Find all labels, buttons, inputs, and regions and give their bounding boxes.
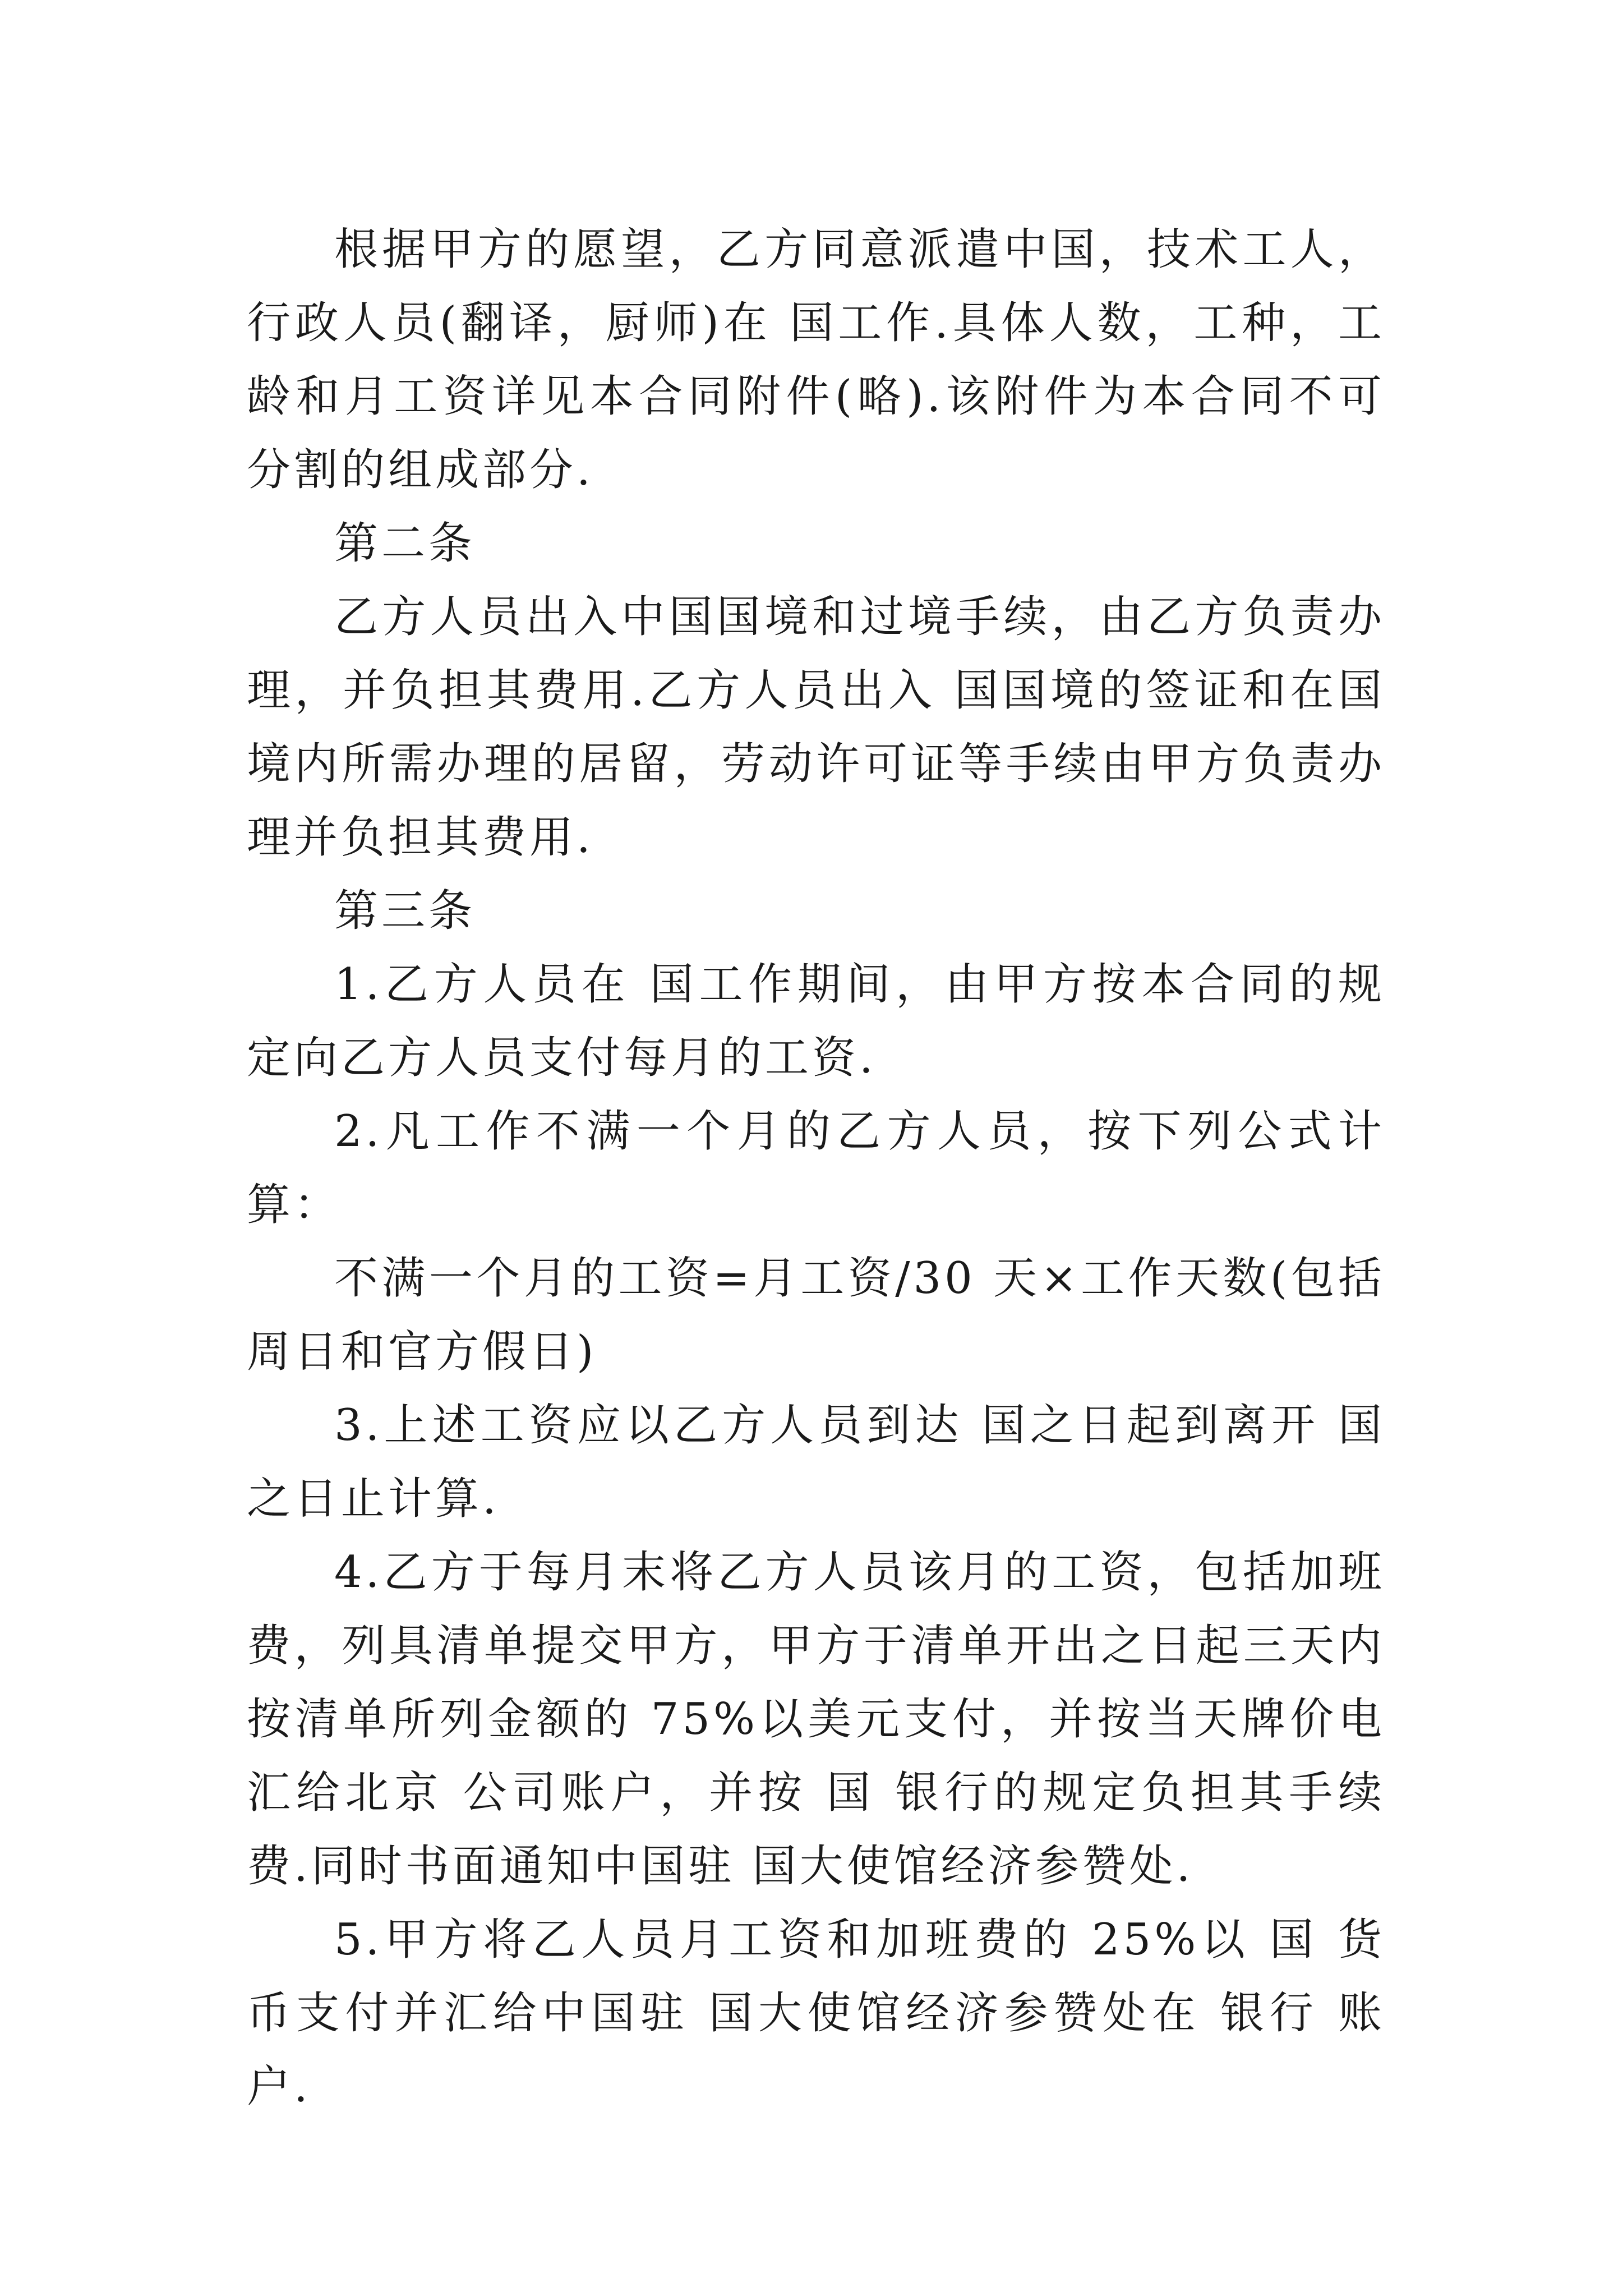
clause-3-4: 4.乙方于每月末将乙方人员该月的工资，包括加班费，列具清单提交甲方，甲方于清单开出之日起三天内按清单所列金额的 75%以美元支付，并按当天牌价电汇给北京 公司账户，并按 国 银行的规定负担其手续费.同时书面通知中国驻 国大使馆经济参赞处. — [247, 1547, 1385, 1892]
paragraph-dispatch-agreement: 根据甲方的愿望，乙方同意派遣中国，技术工人，行政人员(翻译，厨师)在 国工作.具体人数，工种，工龄和月工资详见本合同附件(略).该附件为本合同不可分割的组成部分. — [247, 224, 1385, 495]
article-3-heading: 第三条 — [334, 886, 476, 936]
clause-3-1: 1.乙方人员在 国工作期间，由甲方按本合同的规定向乙方人员支付每月的工资. — [247, 959, 1385, 1083]
document-body — [247, 213, 1385, 2124]
article-2-heading: 第二条 — [334, 518, 476, 569]
clause-3-3: 3.上述工资应以乙方人员到达 国之日起到离开 国之日止计算. — [247, 1400, 1385, 1524]
paragraph-entry-exit-procedures: 乙方人员出入中国国境和过境手续，由乙方负责办理，并负担其费用.乙方人员出入 国国境的签证和在国境内所需办理的居留，劳动许可证等手续由甲方负责办理并负担其费用. — [247, 592, 1385, 863]
clause-3-2: 2.凡工作不满一个月的乙方人员，按下列公式计算： — [247, 1106, 1385, 1230]
wage-formula: 不满一个月的工资=月工资/30 天×工作天数(包括周日和官方假日) — [247, 1253, 1385, 1377]
clause-3-5: 5.甲方将乙人员月工资和加班费的 25%以 国 货币支付并汇给中国驻 国大使馆经济参赞处在 银行 账户. — [247, 1915, 1385, 2112]
